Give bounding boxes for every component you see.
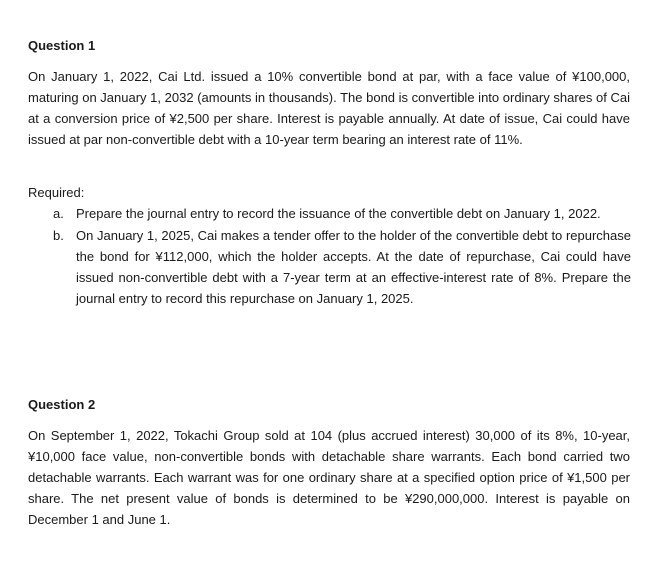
requirement-text-b: On January 1, 2025, Cai makes a tender offer to the holder of the convertible debt to repurchase the bond for ¥112,000, which the holder accepts. At the date of repurchase, Cai could have issued non-convertible debt with a 7-year term at an effective-interest rate of 8%. Prepare the journal entry to record this repurchase on January 1, 2025.: [76, 228, 631, 306]
requirement-item-b: [28, 225, 631, 309]
required-label: Required:: [28, 185, 85, 200]
question-1-heading: Question 1: [28, 38, 96, 53]
requirement-marker-a: a.: [53, 206, 64, 221]
requirement-item-a: [28, 203, 631, 224]
requirements-list: [28, 203, 631, 310]
requirement-marker-b: b.: [53, 228, 64, 243]
requirement-text-a: Prepare the journal entry to record the issuance of the convertible debt on January 1, 2022.: [76, 206, 601, 221]
question-2-heading: Question 2: [28, 397, 96, 412]
question-2-body: On September 1, 2022, Tokachi Group sold at 104 (plus accrued interest) 30,000 of its 8%, 10-year, ¥10,000 face value, non-convertible bonds with detachable share warrants. Each bond carried two detachable warrants. Each warrant was for one ordinary share at a specified option price of ¥1,500 per share. The net present value of bonds is determined to be ¥290,000,000. Interest is payable on December 1 and June 1.: [28, 428, 630, 527]
question-1-body: On January 1, 2022, Cai Ltd. issued a 10% convertible bond at par, with a face value of ¥100,000, maturing on January 1, 2032 (amounts in thousands). The bond is convertible into ordinary shares of Cai at a conversion price of ¥2,500 per share. Interest is payable annually. At date of issue, Cai could have issued at par non-convertible debt with a 10-year term bearing an interest rate of 11%.: [28, 69, 630, 147]
